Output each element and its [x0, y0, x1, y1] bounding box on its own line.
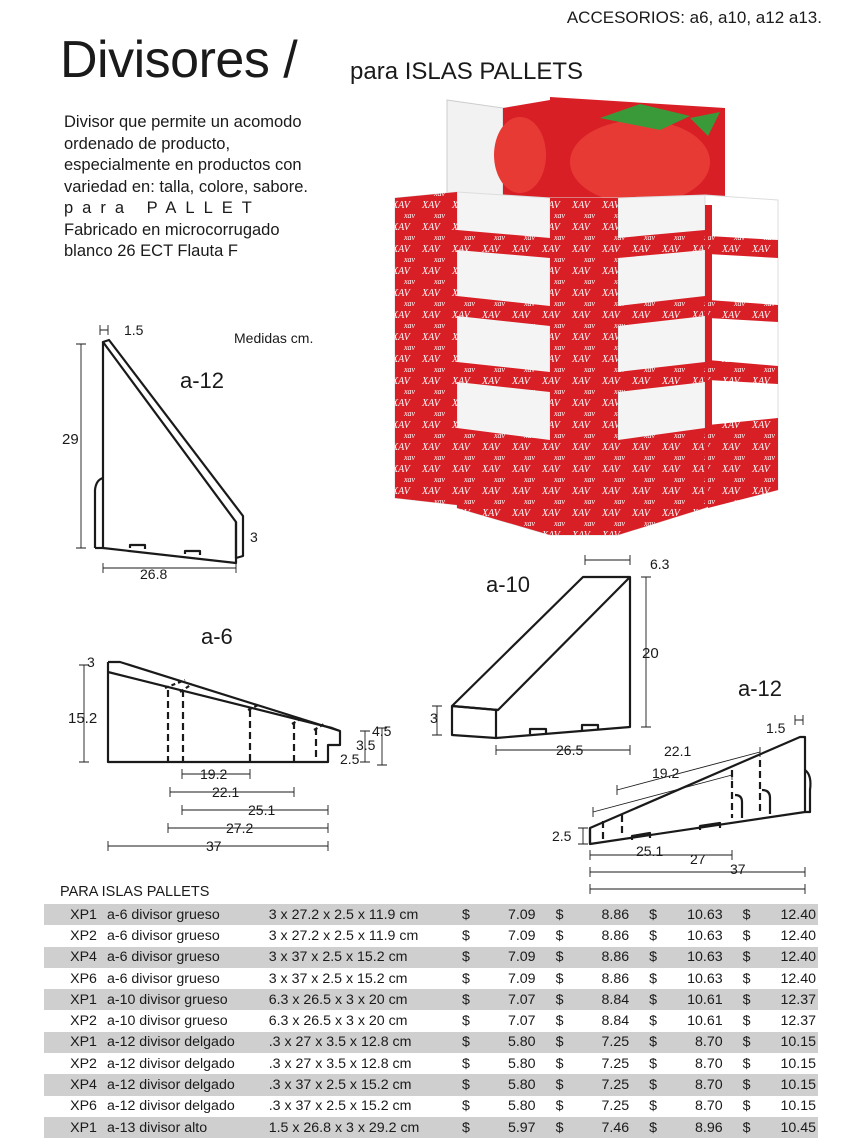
currency-cell: $: [555, 1013, 564, 1030]
price-cell: 10.63: [687, 970, 723, 987]
a6-d1-label: 4.5: [372, 723, 392, 739]
code-cell: XP1: [44, 904, 101, 925]
currency-cell: $: [462, 1013, 470, 1030]
price-cell: 8.86: [576, 947, 649, 968]
a6-d3-label: 2.5: [340, 751, 360, 767]
price-cell: 7.25: [601, 1098, 630, 1115]
currency-cell: $: [649, 1098, 657, 1115]
code-cell: XP2: [70, 927, 97, 944]
price-cell: 7.25: [576, 1074, 649, 1095]
price-cell: 7.46: [576, 1117, 649, 1138]
price-cell: 10.61: [687, 1013, 723, 1030]
price-cell: 8.70: [669, 1074, 742, 1095]
page-title: Divisores /: [60, 31, 298, 89]
description-line: blanco 26 ECT Flauta F: [64, 242, 238, 260]
a12b-side-label: 2.5: [552, 828, 572, 844]
name-cell: a-6 divisor grueso: [101, 947, 265, 968]
a10-side-label: 3: [430, 710, 438, 726]
a10-name-label: a-10: [486, 572, 531, 597]
a6-height-label: 15.2: [68, 710, 98, 727]
dimensions-cell: 6.3 x 26.5 x 3 x 20 cm: [265, 989, 462, 1010]
a12-height-label: 29: [62, 431, 79, 448]
table-row: [44, 1010, 818, 1031]
price-cell: 10.61: [669, 989, 742, 1010]
price-cell: 8.86: [576, 904, 649, 925]
a12-name-label: a-12: [180, 368, 225, 393]
name-cell: a-6 divisor grueso: [101, 904, 265, 925]
currency-cell: $: [649, 947, 669, 968]
price-cell: 12.40: [780, 970, 816, 987]
dimensions-cell: .3 x 37 x 2.5 x 15.2 cm: [268, 1098, 412, 1115]
currency-cell: $: [556, 947, 576, 968]
dimensions-cell: 3 x 37 x 2.5 x 15.2 cm: [265, 947, 462, 968]
currency-cell: $: [743, 947, 763, 968]
price-cell: 10.63: [669, 904, 742, 925]
table-row: [44, 1096, 818, 1117]
dimensions-cell: 3 x 37 x 2.5 x 15.2 cm: [268, 970, 408, 987]
currency-cell: $: [742, 927, 751, 944]
currency-cell: $: [556, 1032, 576, 1053]
price-cell: 8.84: [601, 1013, 630, 1030]
code-cell: XP4: [44, 947, 101, 968]
page-subtitle: para ISLAS PALLETS: [350, 58, 584, 85]
currency-cell: $: [743, 989, 763, 1010]
price-cell: 12.40: [763, 904, 818, 925]
dimensions-cell: 1.5 x 26.8 x 3 x 29.2 cm: [265, 1117, 462, 1138]
description-line: Fabricado en microcorrugado: [64, 220, 280, 239]
currency-cell: $: [462, 1098, 470, 1115]
currency-cell: $: [462, 1032, 482, 1053]
table-row: [44, 1117, 818, 1138]
name-cell: a-12 divisor delgado: [106, 1055, 235, 1072]
currency-cell: $: [743, 1032, 763, 1053]
name-cell: a-10 divisor grueso: [101, 989, 265, 1010]
price-cell: 7.09: [507, 927, 536, 944]
dimensions-cell: 6.3 x 26.5 x 3 x 20 cm: [268, 1013, 408, 1030]
price-cell: 7.09: [482, 947, 555, 968]
currency-cell: $: [462, 970, 470, 987]
name-cell: a-12 divisor delgado: [101, 1032, 265, 1053]
price-cell: 7.07: [507, 1013, 536, 1030]
price-cell: 8.70: [669, 1032, 742, 1053]
code-cell: XP2: [70, 1013, 97, 1030]
code-cell: XP4: [44, 1074, 101, 1095]
currency-cell: $: [649, 1117, 669, 1138]
price-cell: 10.45: [763, 1117, 818, 1138]
price-table: [44, 904, 818, 1138]
currency-cell: $: [649, 1074, 669, 1095]
a12b-name-label: a-12: [738, 676, 783, 701]
price-cell: 7.25: [601, 1055, 630, 1072]
currency-cell: $: [743, 1117, 763, 1138]
description-line: variedad en: talla, colore, sabore.: [64, 177, 308, 196]
price-cell: 10.63: [669, 947, 742, 968]
code-cell: XP1: [44, 989, 101, 1010]
measures-note: Medidas cm.: [234, 330, 314, 346]
currency-cell: $: [649, 970, 657, 987]
description-line: ordenado de producto,: [64, 134, 231, 153]
a12b-w2-label: 19.2: [652, 765, 680, 781]
dimensions-cell: .3 x 27 x 3.5 x 12.8 cm: [268, 1055, 412, 1072]
currency-cell: $: [556, 1074, 576, 1095]
currency-cell: $: [555, 970, 564, 987]
price-cell: 5.80: [507, 1055, 536, 1072]
a12-base-label: 26.8: [140, 566, 168, 582]
table-row: [44, 925, 818, 946]
price-cell: 10.15: [763, 1032, 818, 1053]
code-cell: XP1: [44, 1117, 101, 1138]
price-cell: 5.80: [482, 1032, 555, 1053]
currency-cell: $: [743, 904, 763, 925]
name-cell: a-6 divisor grueso: [106, 970, 220, 987]
currency-cell: $: [462, 947, 482, 968]
price-cell: 8.70: [695, 1055, 723, 1072]
price-cell: 7.07: [482, 989, 555, 1010]
a10-base-label: 26.5: [556, 742, 584, 758]
currency-cell: $: [555, 927, 564, 944]
a12b-b1-label: 25.1: [636, 843, 664, 859]
a12b-b3-label: 37: [730, 861, 746, 877]
currency-cell: $: [462, 927, 470, 944]
a12b-b2-label: 27: [690, 851, 706, 867]
a12-thickness-label: 1.5: [124, 322, 144, 338]
table-row: [44, 1032, 818, 1053]
a12-front-label: 3: [250, 529, 258, 545]
currency-cell: $: [649, 904, 669, 925]
description-line: Divisor que permite un acomodo: [64, 113, 302, 131]
price-table-title: PARA ISLAS PALLETS: [60, 884, 210, 900]
price-cell: 10.15: [763, 1074, 818, 1095]
price-cell: 8.86: [601, 927, 630, 944]
price-cell: 12.37: [763, 989, 818, 1010]
currency-cell: $: [555, 1055, 564, 1072]
price-cell: 8.96: [669, 1117, 742, 1138]
currency-cell: $: [649, 927, 657, 944]
name-cell: a-10 divisor grueso: [106, 1013, 228, 1030]
currency-cell: $: [742, 1098, 751, 1115]
currency-cell: $: [556, 1117, 576, 1138]
currency-cell: $: [742, 970, 751, 987]
price-cell: 10.15: [780, 1098, 816, 1115]
code-cell: XP2: [70, 1055, 97, 1072]
a10-height-label: 20: [642, 645, 659, 662]
dimensions-cell: .3 x 37 x 2.5 x 15.2 cm: [265, 1074, 462, 1095]
price-cell: 5.80: [507, 1098, 536, 1115]
accessories-note: ACCESORIOS: a6, a10, a12 a13.: [566, 8, 822, 27]
a6-w4-label: 27.2: [226, 820, 254, 836]
price-cell: 7.09: [507, 970, 536, 987]
price-cell: 10.15: [780, 1055, 816, 1072]
code-cell: XP1: [44, 1032, 101, 1053]
currency-cell: $: [742, 1055, 751, 1072]
price-cell: 5.80: [482, 1074, 555, 1095]
price-cell: 8.84: [576, 989, 649, 1010]
table-row: [44, 1074, 818, 1095]
currency-cell: $: [742, 1013, 751, 1030]
code-cell: XP6: [70, 1098, 97, 1115]
a10-top-label: 6.3: [650, 556, 670, 572]
currency-cell: $: [555, 1098, 564, 1115]
currency-cell: $: [462, 989, 482, 1010]
currency-cell: $: [649, 989, 669, 1010]
description-line: especialmente en productos con: [64, 156, 302, 174]
price-cell: 12.40: [780, 927, 816, 944]
currency-cell: $: [556, 989, 576, 1010]
currency-cell: $: [462, 1074, 482, 1095]
dimensions-cell: .3 x 27 x 3.5 x 12.8 cm: [265, 1032, 462, 1053]
description-line: para PALLET: [64, 199, 261, 217]
a6-w2-label: 22.1: [212, 784, 240, 800]
a6-w1-label: 19.2: [200, 766, 228, 782]
currency-cell: $: [649, 1013, 657, 1030]
currency-cell: $: [462, 1117, 482, 1138]
code-cell: XP6: [70, 970, 97, 987]
currency-cell: $: [462, 1055, 470, 1072]
name-cell: a-12 divisor delgado: [101, 1074, 265, 1095]
name-cell: a-12 divisor delgado: [106, 1098, 235, 1115]
a12b-w1-label: 22.1: [664, 743, 692, 759]
currency-cell: $: [743, 1074, 763, 1095]
price-cell: 7.25: [576, 1032, 649, 1053]
a6-w3-label: 25.1: [248, 802, 276, 818]
currency-cell: $: [649, 1055, 657, 1072]
price-cell: 10.63: [687, 927, 723, 944]
table-row: [44, 1053, 818, 1074]
table-row: [44, 947, 818, 968]
table-row: [44, 904, 818, 925]
a6-w5-label: 37: [206, 838, 222, 854]
price-cell: 7.09: [482, 904, 555, 925]
currency-cell: $: [462, 904, 482, 925]
a6-name-label: a-6: [201, 624, 233, 649]
table-row: [44, 989, 818, 1010]
dimensions-cell: 3 x 27.2 x 2.5 x 11.9 cm: [265, 904, 462, 925]
name-cell: a-13 divisor alto: [101, 1117, 265, 1138]
a12b-thickness-label: 1.5: [766, 720, 786, 736]
name-cell: a-6 divisor grueso: [106, 927, 220, 944]
currency-cell: $: [649, 1032, 669, 1053]
table-row: [44, 968, 818, 989]
price-cell: 8.86: [601, 970, 630, 987]
price-cell: 12.37: [780, 1013, 816, 1030]
a6-d2-label: 3.5: [356, 737, 376, 753]
price-cell: 12.40: [763, 947, 818, 968]
currency-cell: $: [556, 904, 576, 925]
a6-top-label: 3: [87, 654, 95, 670]
price-cell: 8.70: [695, 1098, 723, 1115]
price-cell: 5.97: [482, 1117, 555, 1138]
dimensions-cell: 3 x 27.2 x 2.5 x 11.9 cm: [268, 927, 419, 944]
